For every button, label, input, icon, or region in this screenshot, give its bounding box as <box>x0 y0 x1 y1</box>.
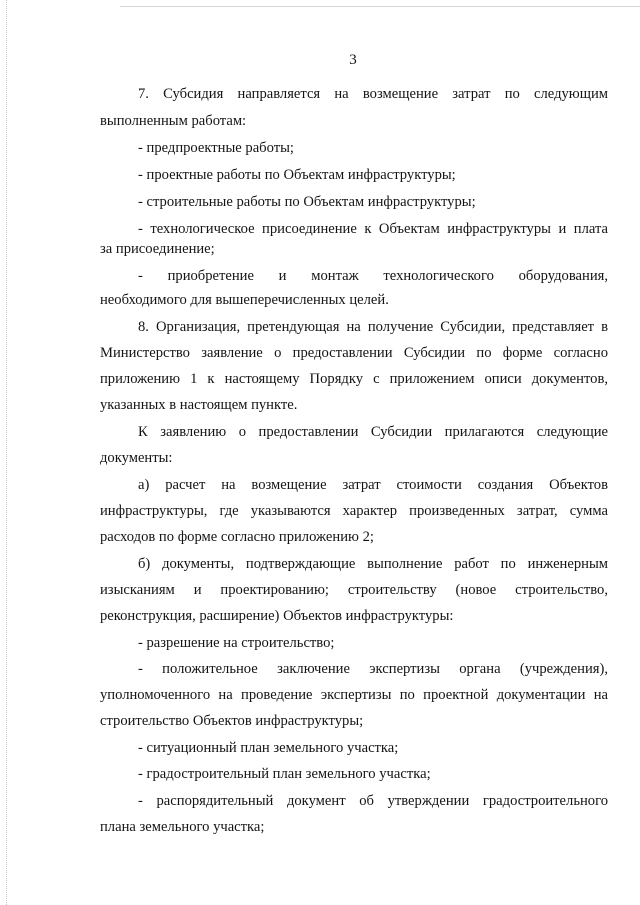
text-line: Министерство заявление о предоставлении Субсидии по форме согласно <box>100 345 608 361</box>
text-line: изысканиям и проектированию; строительству (новое строительство, <box>100 582 608 598</box>
text-line: расходов по форме согласно приложению 2; <box>100 529 374 545</box>
list-item: - строительные работы по Объектам инфраструктуры; <box>138 194 476 210</box>
text-line: за присоединение; <box>100 241 215 257</box>
text-line: реконструкция, расширение) Объектов инфраструктуры: <box>100 608 454 624</box>
list-item: - распорядительный документ об утверждении градостроительного <box>138 793 608 809</box>
text-line: инфраструктуры, где указываются характер произведенных затрат, сумма <box>100 503 608 519</box>
text-line: а) расчет на возмещение затрат стоимости создания Объектов <box>138 477 608 493</box>
page-number: 3 <box>349 52 357 68</box>
list-item: - разрешение на строительство; <box>138 635 335 651</box>
list-item: - приобретение и монтаж технологического оборудования, <box>138 268 608 284</box>
text-line: уполномоченного на проведение экспертизы по проектной документации на <box>100 687 608 703</box>
list-item: - положительное заключение экспертизы органа (учреждения), <box>138 661 608 677</box>
text-line: плана земельного участка; <box>100 819 265 835</box>
text-line: 7. Субсидия направляется на возмещение затрат по следующим <box>138 86 608 102</box>
text-line: К заявлению о предоставлении Субсидии прилагаются следующие <box>138 424 608 440</box>
list-item: - ситуационный план земельного участка; <box>138 740 399 756</box>
text-line: выполненным работам: <box>100 113 247 129</box>
text-line: 8. Организация, претендующая на получение Субсидии, представляет в <box>138 319 608 335</box>
text-line: необходимого для вышеперечисленных целей. <box>100 292 389 308</box>
list-item: - градостроительный план земельного участка; <box>138 766 431 782</box>
list-item: - технологическое присоединение к Объектам инфраструктуры и плата <box>138 221 608 237</box>
text-line: документы: <box>100 450 173 466</box>
text-line: указанных в настоящем пункте. <box>100 397 298 413</box>
text-line: строительство Объектов инфраструктуры; <box>100 713 364 729</box>
text-line: приложению 1 к настоящему Порядку с приложением описи документов, <box>100 371 608 387</box>
list-item: - проектные работы по Объектам инфраструктуры; <box>138 167 456 183</box>
text-line: б) документы, подтверждающие выполнение работ по инженерным <box>138 556 608 572</box>
scan-edge-left <box>6 0 7 905</box>
scan-edge-top <box>120 6 640 7</box>
list-item: - предпроектные работы; <box>138 140 294 156</box>
